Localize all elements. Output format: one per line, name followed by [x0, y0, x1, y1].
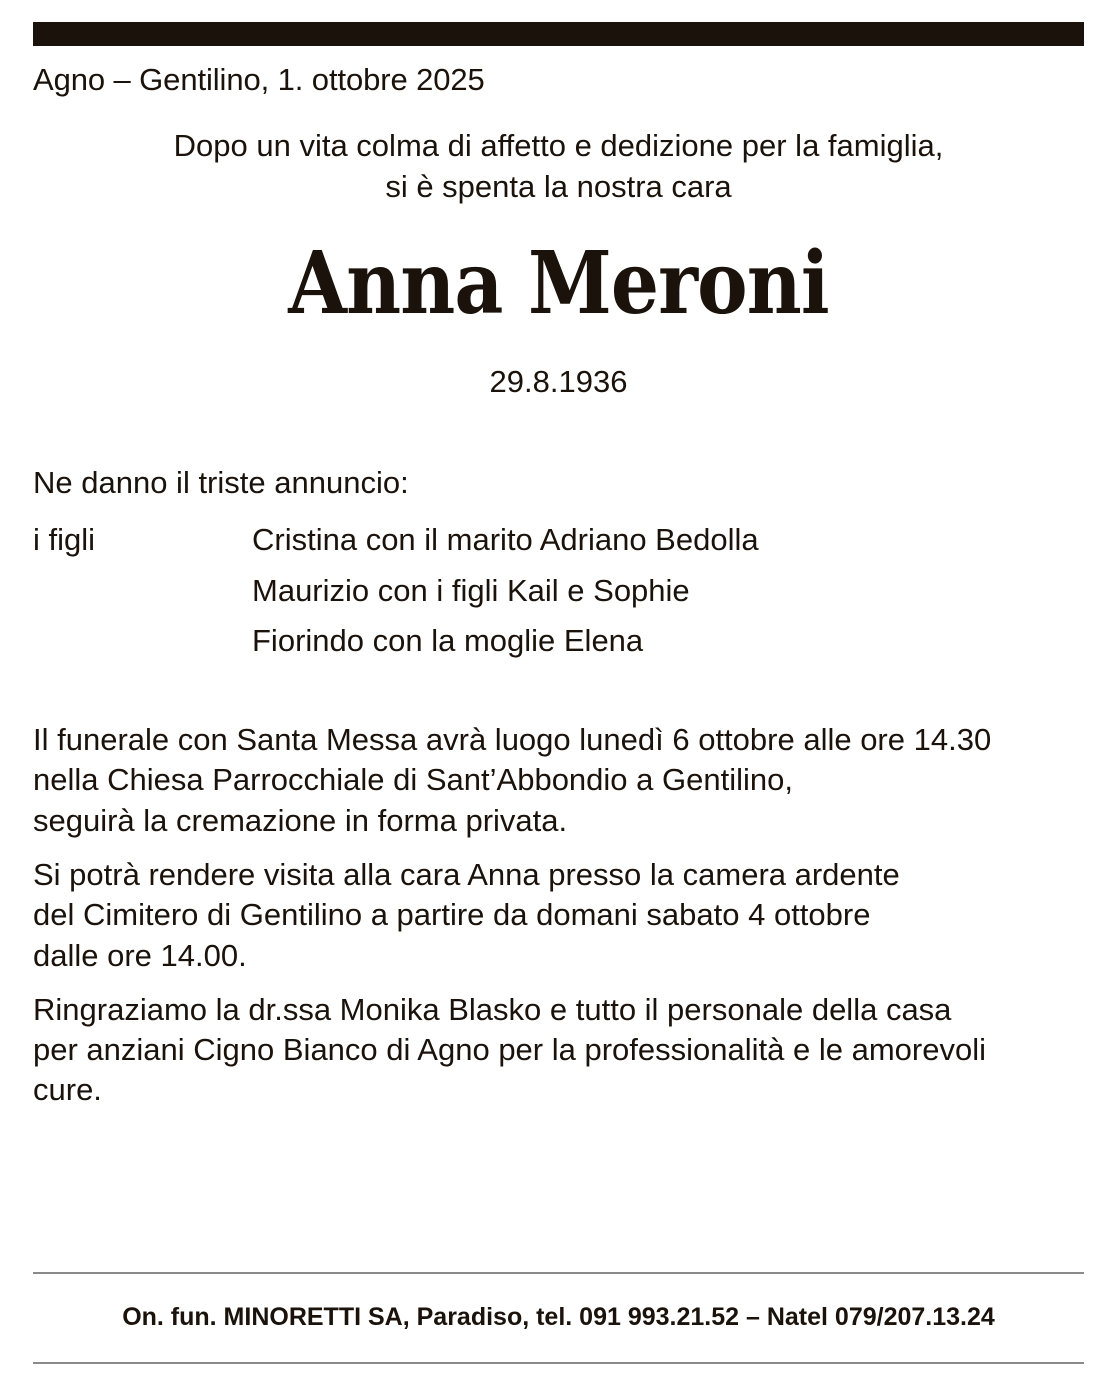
intro-text [33, 125, 1084, 207]
thanks-line-3: cure. [33, 1072, 102, 1108]
intro-line-2: si è spenta la nostra cara [385, 168, 732, 204]
visitation-line-3: dalle ore 14.00. [33, 937, 247, 973]
visitation-line-1: Si potrà rendere visita alla cara Anna presso la camera ardente [33, 856, 900, 892]
survivors-list [33, 515, 1084, 666]
deceased-name: Anna Meroni [288, 233, 829, 335]
list-item: Cristina con il marito Adriano Bedolla [252, 522, 759, 558]
thanks-line-1: Ringraziamo la dr.ssa Monika Blasko e tutto il personale della casa [33, 991, 952, 1027]
obituary-notice [0, 22, 1117, 1397]
intro-line-1: Dopo un vita colma di affetto e dedizione per la famiglia, [173, 127, 944, 163]
birth-date: 29.8.1936 [489, 364, 628, 400]
details-block [33, 720, 1084, 1111]
footer [33, 1272, 1084, 1364]
list-item: Fiorindo con la moglie Elena [252, 622, 644, 658]
list-item: Maurizio con i figli Kail e Sophie [252, 572, 690, 608]
place-and-date: Agno – Gentilino, 1. ottobre 2025 [33, 62, 485, 97]
funeral-paragraph [33, 720, 1084, 841]
funeral-home-credit: On. fun. MINORETTI SA, Paradiso, tel. 091 993.21.52 – Natel 079/207.13.24 [122, 1303, 995, 1331]
survivors-relation-label: i figli [33, 522, 96, 558]
visitation-line-2: del Cimitero di Gentilino a partire da domani sabato 4 ottobre [33, 897, 871, 933]
survivors-names [252, 515, 1084, 666]
thanks-line-2: per anziani Cigno Bianco di Agno per la professionalità e le amorevoli [33, 1032, 986, 1068]
footer-rule-bottom [33, 1362, 1084, 1364]
top-mourning-bar [33, 22, 1084, 46]
funeral-line-3: seguirà la cremazione in forma privata. [33, 802, 568, 838]
funeral-line-1: Il funerale con Santa Messa avrà luogo lunedì 6 ottobre alle ore 14.30 [33, 722, 992, 758]
announcement-heading: Ne danno il triste annuncio: [33, 465, 409, 501]
visitation-paragraph [33, 855, 1084, 976]
funeral-line-2: nella Chiesa Parrocchiale di Sant’Abbondio a Gentilino, [33, 762, 793, 798]
survivors-row [33, 515, 1084, 666]
thanks-paragraph [33, 990, 1084, 1111]
